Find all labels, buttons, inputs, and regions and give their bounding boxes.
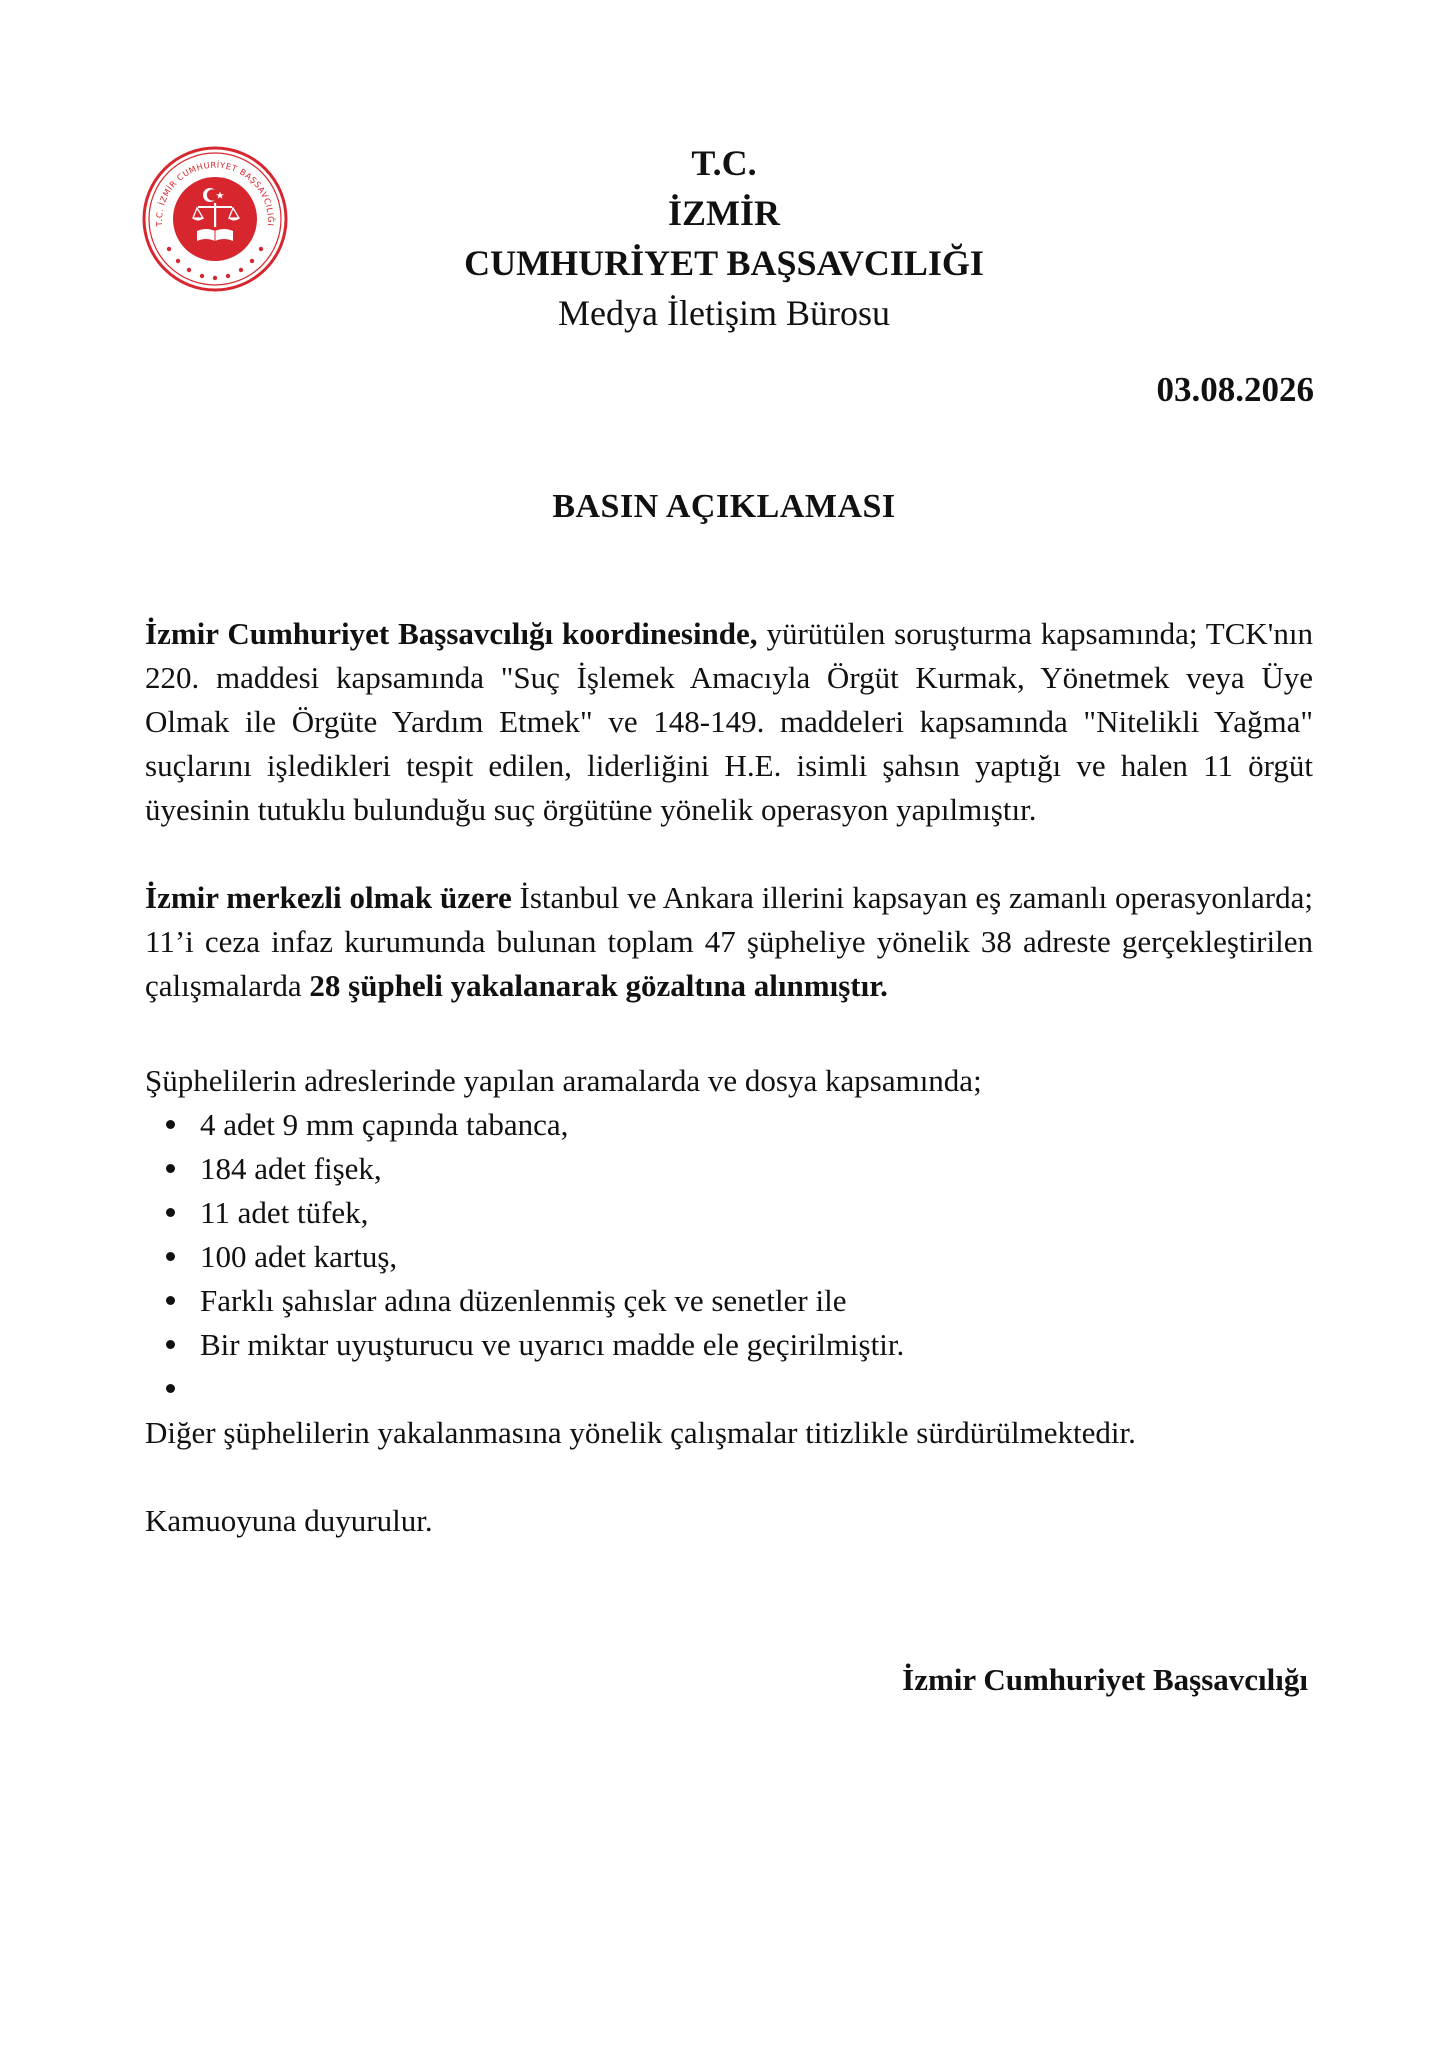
bullet-icon [166, 1340, 175, 1349]
seal-ring-text: T.C. İZMİR CUMHURİYET BAŞSAVCILIĞI [153, 159, 277, 227]
paragraph-detentions-result: 28 şüpheli yakalanarak gözaltına alınmıştır. [309, 968, 888, 1003]
list-item-text: Bir miktar uyuşturucu ve uyarıcı madde ele geçirilmiştir. [200, 1327, 905, 1362]
list-item [145, 1323, 1313, 1367]
list-item [145, 1191, 1313, 1235]
header-city: İZMİR [667, 193, 780, 233]
bullet-icon [166, 1120, 175, 1129]
bullet-icon [166, 1208, 175, 1217]
list-item [145, 1147, 1313, 1191]
list-item-text: Farklı şahıslar adına düzenlenmiş çek ve senetler ile [200, 1283, 847, 1318]
list-item-text: 4 adet 9 mm çapında tabanca, [200, 1107, 569, 1142]
header-institution: CUMHURİYET BAŞSAVCILIĞI [464, 243, 984, 283]
bullet-icon [166, 1384, 175, 1393]
letterhead [300, 138, 1148, 338]
bullet-icon [166, 1164, 175, 1173]
header-office: Medya İletişim Bürosu [558, 293, 890, 333]
paragraph-announcement: Kamuoyuna duyurulur. [145, 1503, 433, 1538]
bullet-icon [166, 1296, 175, 1305]
list-item-text: 11 adet tüfek, [200, 1195, 369, 1230]
paragraph-seizures-intro: Şüphelilerin adreslerinde yapılan aramalarda ve dosya kapsamında; [145, 1063, 982, 1098]
document-title: BASIN AÇIKLAMASI [552, 488, 896, 525]
paragraph-operation-lead: İzmir Cumhuriyet Başsavcılığı koordinesinde, [145, 616, 758, 651]
list-item-text: 100 adet kartuş, [200, 1239, 398, 1274]
document-date: 03.08.2026 [1156, 370, 1314, 409]
seized-items-list [145, 1103, 1313, 1411]
paragraph-detentions-text: İstanbul ve Ankara illerini kapsayan eş zamanlı operasyonlarda; 11’i ceza infaz kurumunda bulunan toplam 47 şüpheliye yönelik 38 adreste gerçekleştirilen çalışmalarda [145, 880, 1313, 1003]
paragraph-operation [145, 612, 1313, 832]
list-item [145, 1367, 1313, 1411]
list-item [145, 1235, 1313, 1279]
paragraph-detentions-lead: İzmir merkezli olmak üzere [145, 880, 512, 915]
paragraph-detentions [145, 876, 1313, 1008]
header-tc: T.C. [691, 143, 757, 183]
list-item [145, 1279, 1313, 1323]
prosecutor-office-seal-logo [141, 145, 289, 293]
list-item-text: 184 adet fişek, [200, 1151, 382, 1186]
list-item [145, 1103, 1313, 1147]
bullet-icon [166, 1252, 175, 1261]
signature-institution: İzmir Cumhuriyet Başsavcılığı [902, 1662, 1308, 1697]
paragraph-operation-text: yürütülen soruşturma kapsamında; TCK'nın 220. maddesi kapsamında "Suç İşlemek Amacıyla Örgüt Kurmak, Yönetmek veya Üye Olmak ile Örgüte Yardım Etmek" ve 148-149. maddeleri kapsamında "Nitelikli Yağma" suçlarını işledikleri tespit edilen, liderliğini H.E. isimli şahsın yaptığı ve halen 11 örgüt üyesinin tutuklu bulunduğu suç örgütüne yönelik operasyon yapılmıştır. [145, 616, 1314, 827]
paragraph-ongoing: Diğer şüphelilerin yakalanmasına yönelik çalışmalar titizlikle sürdürülmektedir. [145, 1415, 1136, 1450]
